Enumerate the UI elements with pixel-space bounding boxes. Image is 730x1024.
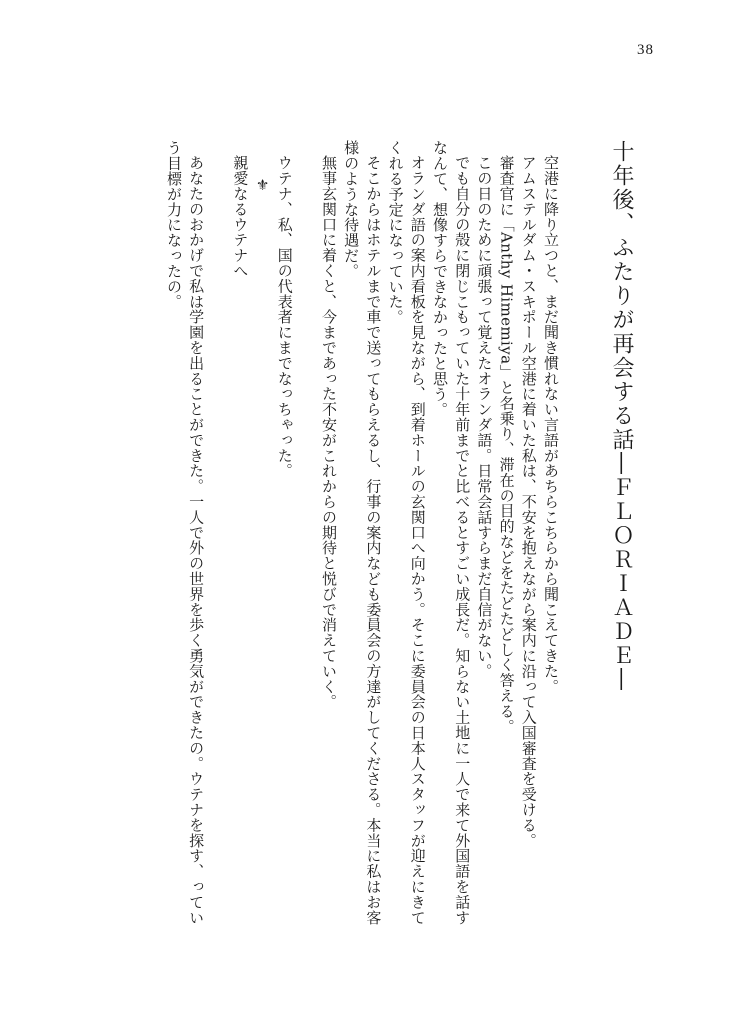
paragraph: ウテナ、私、国の代表者にまでなっちゃった。	[275, 155, 294, 479]
paragraph: 無事玄関口に着くと、今まであった不安がこれからの期待と悦びで消えていく。	[319, 155, 338, 710]
paragraph: 審査官に「Anthy Himemiya」と名乗り、滞在の目的などをたどたどしく答える。	[497, 155, 516, 735]
paragraph: この日のために頑張って覚えたオランダ語。日常会話すらまだ自信がない。	[475, 155, 494, 679]
page-number: 38	[637, 42, 654, 58]
letter-salutation: 親愛なるウテナへ	[231, 155, 250, 279]
paragraph: オランダ語の案内看板を見ながら、到着ホールの玄関口へ向かう。そこに委員会の日本人スタッフが迎えにきてくれる予定になっていた。	[386, 140, 427, 925]
paragraph: でも自分の殻に閉じこもっていた十年前までと比べるとすごい成長だ。知らない土地に一人で来て外国語を話すなんて、想像すらできなかったと思う。	[430, 140, 472, 925]
paragraph: 空港に降り立つと、まだ聞き慣れない言語があちらこちらから聞こえてきた。	[542, 155, 560, 694]
blank-line	[296, 140, 318, 940]
paragraph: そこからはホテルまで車で送ってもらえるし、行事の案内なども委員会の方達がしてくださる。本当に私はお客様のような待遇だ。	[342, 140, 383, 925]
ornament-icon: ⚜	[253, 176, 272, 195]
blank-line	[207, 140, 229, 940]
paragraph: アムステルダム・スキポール空港に着いた私は、不安を抱えながら案内に沿って入国審査を受ける。	[519, 155, 538, 848]
chapter-title: 十年後、ふたりが再会する話―ＦＬＯＲＩＡＤＥ―	[609, 140, 634, 692]
body-text	[163, 140, 562, 940]
letter-body: あなたのおかげで私は学園を出ることができた。一人で外の世界を歩く勇気ができたの。ウテナを探す、っていう目標が力になったの。	[164, 140, 206, 925]
